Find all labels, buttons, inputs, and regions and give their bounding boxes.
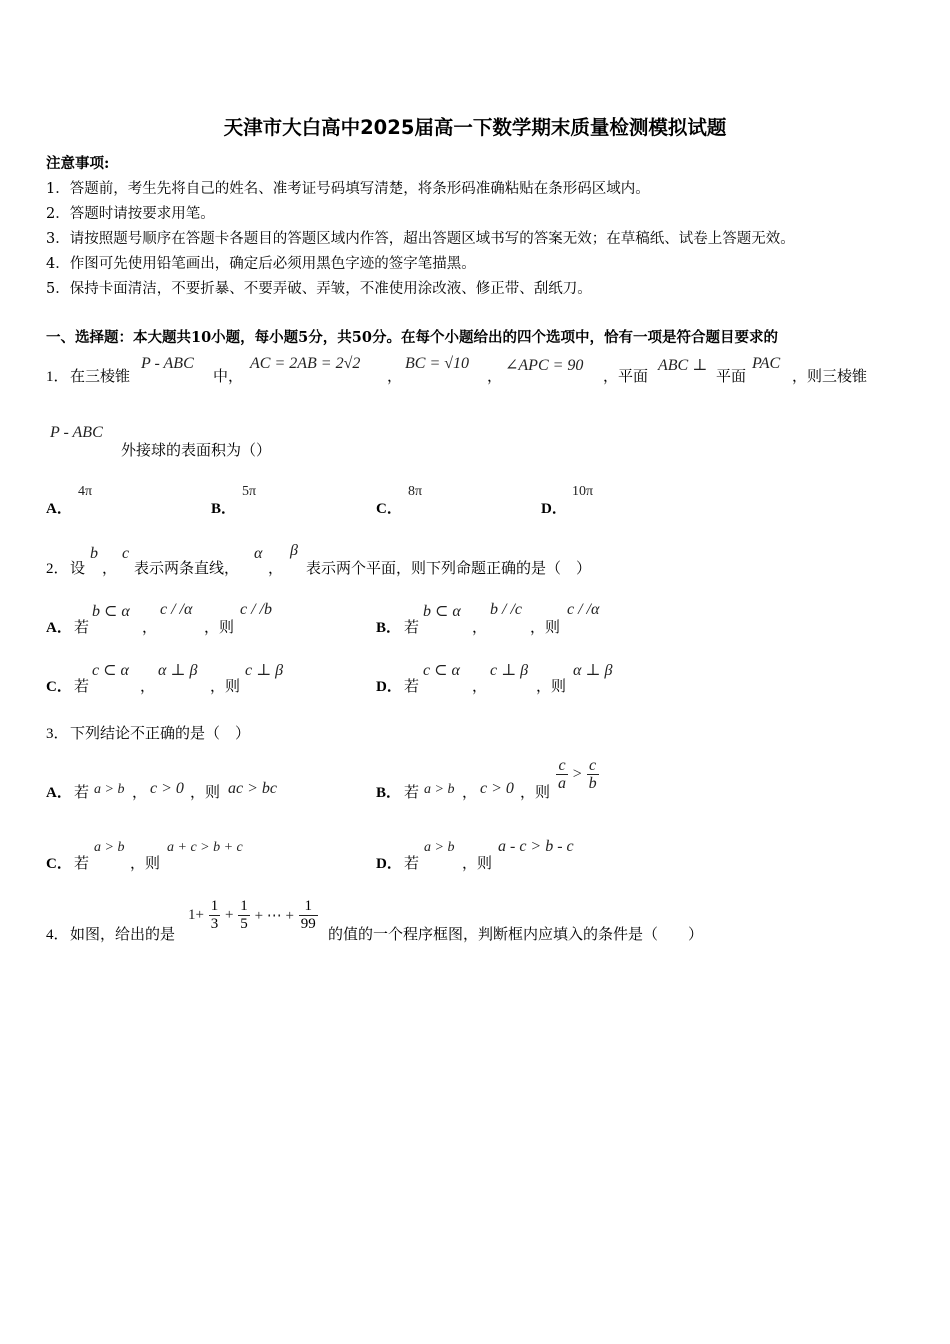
math-expression: ∠APC = 90 [505,357,584,374]
question-text: 的值的一个程序框图，判断框内应填入的条件是（ ） [328,925,704,943]
math-expression: α ⊥ β [158,662,198,679]
option-text: ， [472,677,488,695]
option-text: 若 [74,618,90,636]
notice-item: 1．答题前，考生先将自己的姓名、准考证号码填写清楚，将条形码准确粘贴在条形码区域内。 [46,181,650,197]
option-text: ，则 [210,677,241,695]
option-text: ， [142,618,158,636]
question-text: 设 [70,559,86,577]
option-value: 5π [242,484,257,499]
option-text: 若 [74,783,90,801]
option-text: 若 [74,854,90,872]
option-text: 若 [404,854,420,872]
math-expression: b / /c [490,601,522,618]
question-text: 下列结论不正确的是（ ） [70,724,251,742]
math-expression: c ⊥ β [245,662,284,679]
option-text: ，则 [204,618,235,636]
math-expression: c ⊥ β [490,662,529,679]
math-expression: b ⊂ α [92,603,130,620]
option-text: ，则 [462,854,493,872]
notice-heading: 注意事项: [46,155,110,172]
question-text: 如图，给出的是 [70,925,176,943]
option-text: ， [140,677,156,695]
question-number: 3． [46,726,69,742]
math-expression: AC = 2AB = 2√2 [250,355,361,372]
math-expression: a > b [424,840,455,855]
question-text: ， [387,367,403,385]
question-text: ，则三棱锥 [792,367,868,385]
question-text: ，平面 [603,367,649,385]
question-text: 中， [213,367,244,385]
fraction: $\frac{1}{5}$ [240,898,248,932]
math-expression: b ⊂ α [423,603,461,620]
option-label: C． [46,856,72,872]
question-text: 表示两个平面，则下列命题正确的是（ ） [306,559,592,577]
option-text: ，则 [530,618,561,636]
math-expression: c / /α [567,601,600,618]
option-label: D． [376,856,402,872]
option-text: ， [462,783,478,801]
option-text: ，则 [130,854,161,872]
math-expression: a - c > b - c [498,838,574,855]
option-label: A． [46,785,72,801]
notice-item: 4．作图可先使用铅笔画出，确定后必须用黑色字迹的签字笔描黑。 [46,256,476,272]
option-label: D． [541,501,567,517]
option-label: B． [376,785,402,801]
option-text: ， [472,618,488,636]
option-label: D． [376,679,402,695]
math-expression: c > 0 [150,780,184,797]
math-expression: b [90,545,98,562]
math-expression: c ⊂ α [92,662,129,679]
question-text: 外接球的表面积为（） [121,441,272,459]
option-label: A． [46,501,72,517]
question-text: ， [487,367,503,385]
question-text: 在三棱锥 [70,367,131,385]
question-number: 2． [46,561,69,577]
question-text: 平面 [716,367,747,385]
math-expression: α [254,545,263,562]
series-expression: 1+ $\frac{1}{3}$ + $\frac{1}{5}$ + ⋯ + $\frac{1}{99}$ [188,898,316,932]
math-expression: PAC [752,355,781,372]
question-text: ， [268,559,284,577]
notice-item: 3．请按照题号顺序在答题卡各题目的答题区域内作答，超出答题区域书写的答案无效；在草稿纸、试卷上答题无效。 [46,231,795,247]
option-label: C． [376,501,402,517]
math-expression: ac > bc [228,780,277,797]
question-number: 4． [46,927,69,943]
option-label: A． [46,620,72,636]
page-title: 天津市大白高中2025届高一下数学期末质量检测模拟试题 [223,116,727,139]
math-expression: c / /α [160,601,193,618]
fraction: $\frac{1}{3}$ [210,898,219,932]
option-text: ， [132,783,148,801]
question-text: ， [102,559,118,577]
math-expression: a > b [94,782,125,797]
math-expression: c ⊂ α [423,662,460,679]
section-heading: 一、选择题：本大题共10小题，每小题5分，共50分。在每个小题给出的四个选项中，恰有一项是符合题目要求的 [46,329,778,346]
notice-item: 2．答题时请按要求用笔。 [46,206,215,222]
math-expression: a > b [424,782,455,797]
option-text: 若 [404,618,420,636]
option-value: 8π [408,484,423,499]
math-expression: c [122,545,130,562]
math-expression: P - ABC [50,424,103,441]
math-expression: β [290,542,298,559]
fraction: $\frac{1}{99}$ [300,898,316,932]
option-text: 若 [74,677,90,695]
option-label: B． [376,620,402,636]
option-label: C． [46,679,72,695]
option-text: ，则 [520,783,551,801]
option-value: 4π [78,484,93,499]
math-expression: a > b [94,840,125,855]
option-text: ，则 [536,677,567,695]
fraction: $\frac{c}{a}$ [558,757,566,792]
math-expression: BC = √10 [405,355,470,372]
math-expression: ABC ⊥ [658,357,708,374]
option-text: 若 [404,783,420,801]
fraction: $\frac{c}{b}$ [588,757,597,792]
math-expression: P - ABC [141,355,194,372]
math-expression: c > 0 [480,780,514,797]
question-text: 表示两条直线， [134,559,240,577]
math-expression: a + c > b + c [167,840,243,855]
option-value: 10π [572,484,594,499]
option-text: ，则 [190,783,221,801]
fraction-inequality: $\frac{c}{a}$ > $\frac{c}{b}$ [558,757,597,792]
question-number: 1． [46,369,69,385]
math-expression: c / /b [240,601,272,618]
option-text: 若 [404,677,420,695]
math-expression: α ⊥ β [573,662,613,679]
notice-item: 5．保持卡面清洁，不要折暴、不要弄破、弄皱，不准使用涂改液、修正带、刮纸刀。 [46,281,592,297]
option-label: B． [211,501,237,517]
